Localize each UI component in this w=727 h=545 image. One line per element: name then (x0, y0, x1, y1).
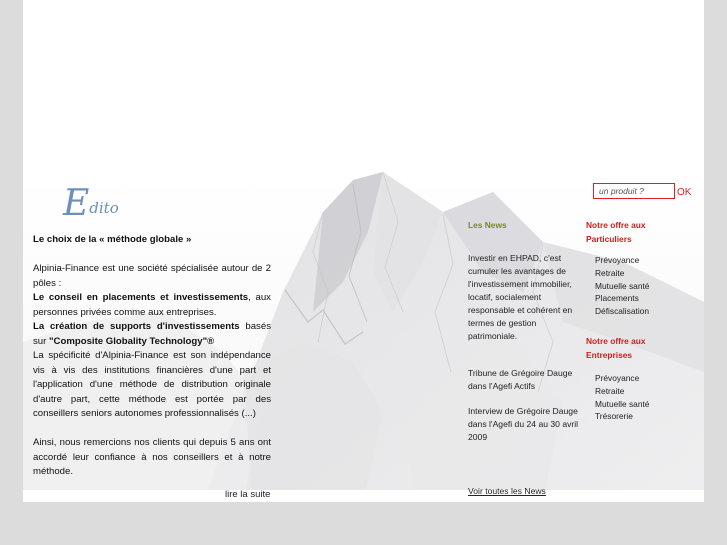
offer-entreprises-item[interactable]: Retraite (595, 385, 625, 396)
editorial-text (33, 233, 271, 480)
editorial-pole-2 (33, 320, 271, 349)
editorial-heading: Le choix de la « méthode globale » (33, 234, 192, 245)
pole-2-name: "Composite Globality Technology"® (49, 335, 215, 347)
editorial-independence: La spécificité d'Alpinia-Finance est son indépendance vis à vis des institutions financières d'une part et l'application d'une méthode de distribution originale d'autre part, cette méthode est portée par des conseillers seniors autonomes professionnalisés (...) (33, 350, 271, 419)
offer-entreprises-item[interactable]: Trésorerie (595, 411, 633, 422)
news-item-ehpad[interactable]: Investir en EHPAD, c'est cumuler les avantages de l'investissement immobilier, locatif, socialement responsable et cohérent en termes de gestion patrimoniale. (468, 253, 573, 341)
offer-entreprises-list (595, 372, 649, 423)
offer-particuliers-item[interactable]: Retraite (595, 267, 625, 278)
offer-entreprises-item[interactable]: Prévoyance (595, 373, 640, 383)
editorial-thanks: Ainsi, nous remercions nos clients qui depuis 5 ans ont accordé leur confiance à nos conseillers et à notre méthode. (33, 437, 271, 477)
edito-logo (63, 183, 119, 224)
offer-particuliers-item[interactable]: Prévoyance (595, 255, 640, 265)
search-ok-button[interactable]: OK (677, 187, 692, 198)
offer-particuliers-item[interactable]: Défiscalisation (595, 306, 649, 317)
search-input[interactable] (593, 183, 675, 199)
pole-2-mid: basés sur (33, 321, 271, 347)
editorial-intro: Alpinia-Finance est une société spécialisée autour de 2 pôles : (33, 263, 271, 289)
editorial-pole-1 (33, 291, 271, 320)
news-item-interview[interactable]: Interview de Grégoire Dauge dans l'Agefi du 24 au 30 avril 2009 (468, 406, 579, 442)
offer-entreprises-title[interactable]: Notre offre aux Entreprises (586, 336, 646, 360)
all-news-link[interactable]: Voir toutes les News (468, 486, 546, 496)
pole-2-bold: La création de supports d'investissements (33, 321, 240, 332)
news-item-tribune[interactable]: Tribune de Grégoire Dauge dans l'Agefi Actifs (468, 368, 573, 391)
pole-1-bold: Le conseil en placements et investissements (33, 292, 249, 303)
news-title: Les News (468, 220, 507, 230)
offer-entreprises-item[interactable]: Mutuelle santé (595, 398, 650, 409)
read-more-link[interactable]: lire la suite (225, 489, 271, 500)
footer-band (23, 490, 704, 502)
pole-1-rest: , aux personnes privées comme aux entreprises. (33, 292, 271, 318)
offer-particuliers-item[interactable]: Mutuelle santé (595, 280, 650, 291)
edito-logo-initial: E (63, 183, 90, 224)
edito-logo-rest: dito (89, 199, 119, 217)
offer-particuliers-list (595, 254, 649, 318)
offer-particuliers-title[interactable]: Notre offre aux Particuliers (586, 220, 646, 244)
page-container (23, 0, 704, 502)
offer-particuliers-item[interactable]: Placements (595, 293, 639, 304)
